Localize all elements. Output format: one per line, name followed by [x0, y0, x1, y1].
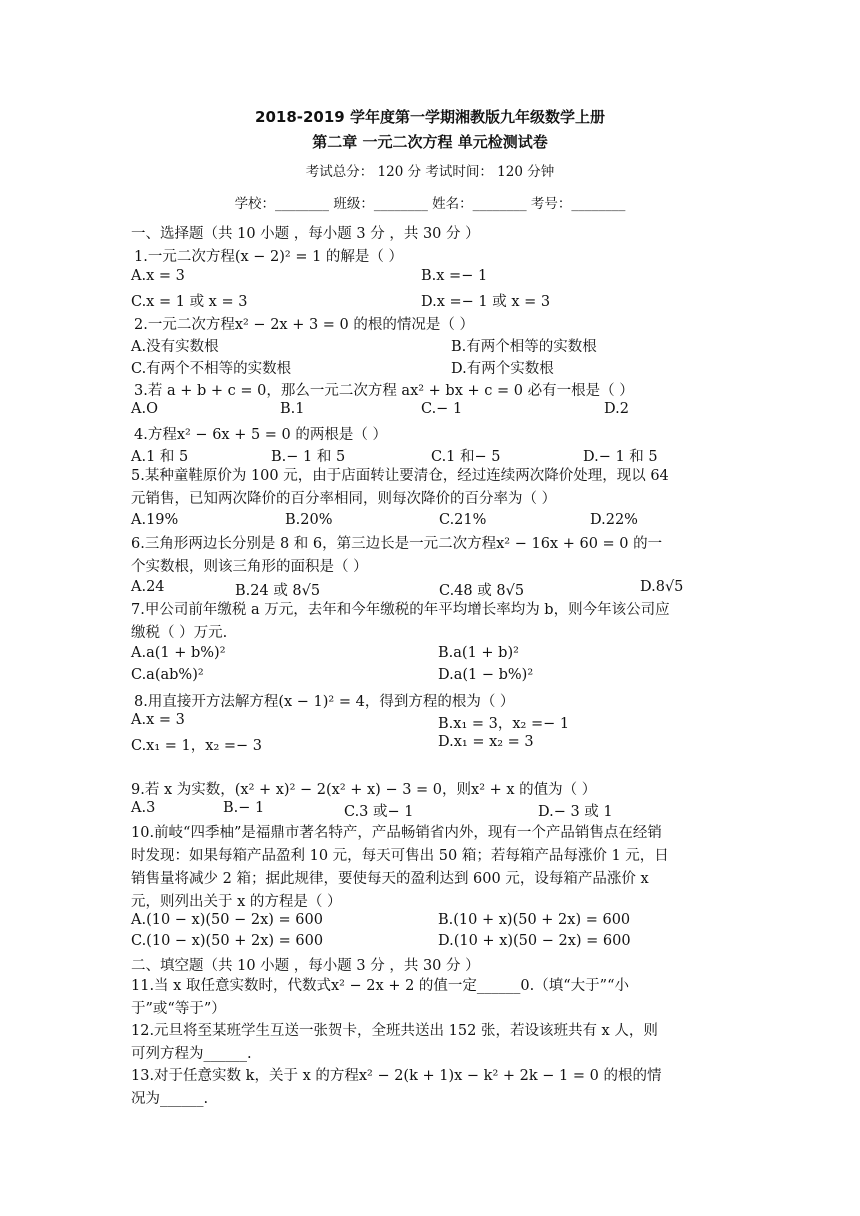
q4-option-d: D.− 1 和 5	[583, 449, 658, 465]
q6-option-c: C.48 或 8√5	[439, 583, 525, 599]
q7-option-d: D.a(1 − b%)²	[438, 667, 534, 683]
q7-option-b: B.a(1 + b)²	[438, 645, 519, 661]
q2-option-c: C.有两个不相等的实数根	[131, 361, 292, 377]
q10-option-a: A.(10 − x)(50 − 2x) = 600	[131, 912, 323, 928]
question-9: 9.若 x 为实数，(x² + x)² − 2(x² + x) − 3 = 0，则x² + x 的值为（ ）	[131, 782, 597, 798]
q1-option-b: B.x =− 1	[421, 268, 488, 284]
question-8: 8.用直接开方法解方程(x − 1)² = 4，得到方程的根为（ ）	[134, 694, 515, 710]
q9-option-b: B.− 1	[223, 800, 265, 816]
q4-option-b: B.− 1 和 5	[271, 449, 346, 465]
q6-option-d: D.8√5	[640, 579, 684, 595]
q1-option-a: A.x = 3	[131, 268, 185, 284]
q10-option-c: C.(10 − x)(50 + 2x) = 600	[131, 933, 324, 949]
question-3: 3.若 a + b + c = 0，那么一元二次方程 ax² + bx + c = 0 必有一根是（ ）	[134, 383, 634, 399]
q10-option-b: B.(10 + x)(50 + 2x) = 600	[438, 912, 631, 928]
q8-option-d: D.x₁ = x₂ = 3	[438, 734, 534, 750]
q5-option-b: B.20%	[285, 512, 333, 528]
q8-option-a: A.x = 3	[131, 712, 185, 728]
question-6: 6.三角形两边长分别是 8 和 6，第三边长是一元二次方程x² − 16x + 60 = 0 的一个实数根，则该三角形的面积是（ ）	[131, 536, 663, 575]
q1-option-c: C.x = 1 或 x = 3	[131, 294, 248, 310]
section-fill-heading: 二、填空题（共 10 小题 ，每小题 3 分 ，共 30 分 ）	[131, 958, 480, 974]
q8-option-b: B.x₁ = 3，x₂ =− 1	[438, 716, 570, 732]
question-7: 7.甲公司前年缴税 a 万元，去年和今年缴税的年平均增长率均为 b，则今年该公司应缴税（ ）万元.	[131, 602, 670, 641]
question-10: 10.前岐“四季柚”是福鼎市著名特产，产品畅销省内外，现有一个产品销售点在经销时发现：如果每箱产品盈利 10 元，每天可售出 50 箱；若每箱产品每涨价 1 元，日销售量将减少 2 箱；据此规律，要使每天的盈利达到 600 元，设每箱产品涨价 x 元，则列出关于 x 的方程是（ ）	[131, 825, 669, 910]
question-2: 2.一元二次方程x² − 2x + 3 = 0 的根的情况是（ ）	[134, 317, 474, 333]
q9-option-d: D.− 3 或 1	[538, 804, 613, 820]
question-11: 11.当 x 取任意实数时，代数式x² − 2x + 2 的值一定______0.（填“大于”“小于”或“等于”）	[131, 978, 629, 1017]
q3-option-d: D.2	[604, 401, 629, 417]
exam-title-line2: 第二章 一元二次方程 单元检测试卷	[312, 133, 548, 151]
q10-option-d: D.(10 + x)(50 − 2x) = 600	[438, 933, 631, 949]
question-1: 1.一元二次方程(x − 2)² = 1 的解是（ ）	[134, 249, 404, 265]
question-12: 12.元旦将至某班学生互送一张贺卡，全班共送出 152 张，若设该班共有 x 人，则可列方程为______.	[131, 1023, 658, 1062]
q6-option-b: B.24 或 8√5	[235, 583, 321, 599]
q1-option-d: D.x =− 1 或 x = 3	[421, 294, 551, 310]
question-5: 5.某种童鞋原价为 100 元，由于店面转让要清仓，经过连续两次降价处理，现以 64 元销售，已知两次降价的百分率相同，则每次降价的百分率为（ ）	[131, 468, 669, 507]
q3-option-b: B.1	[280, 401, 305, 417]
q2-option-b: B.有两个相等的实数根	[451, 339, 597, 355]
exam-title-line1: 2018-2019 学年度第一学期湘教版九年级数学上册	[255, 108, 605, 126]
q5-option-a: A.19%	[131, 512, 179, 528]
question-13: 13.对于任意实数 k，关于 x 的方程x² − 2(k + 1)x − k² + 2k − 1 = 0 的根的情况为______.	[131, 1068, 662, 1107]
exam-info: 考试总分： 120 分 考试时间： 120 分钟	[305, 164, 555, 180]
q2-option-d: D.有两个实数根	[451, 361, 554, 377]
q9-option-a: A.3	[131, 800, 156, 816]
q3-option-c: C.− 1	[421, 401, 463, 417]
q5-option-c: C.21%	[439, 512, 487, 528]
q3-option-a: A.O	[131, 401, 158, 417]
q9-option-c: C.3 或− 1	[344, 804, 414, 820]
question-4: 4.方程x² − 6x + 5 = 0 的两根是（ ）	[134, 427, 387, 443]
section-choice-heading: 一、选择题（共 10 小题 ，每小题 3 分 ，共 30 分 ）	[131, 226, 480, 242]
student-fields: 学校：________ 班级：________ 姓名：________ 考号：________	[234, 196, 626, 212]
q5-option-d: D.22%	[590, 512, 638, 528]
q4-option-c: C.1 和− 5	[431, 449, 501, 465]
q8-option-c: C.x₁ = 1，x₂ =− 3	[131, 738, 263, 754]
q2-option-a: A.没有实数根	[131, 339, 219, 355]
q6-option-a: A.24	[131, 579, 165, 595]
q4-option-a: A.1 和 5	[131, 449, 189, 465]
q7-option-a: A.a(1 + b%)²	[131, 645, 226, 661]
q7-option-c: C.a(ab%)²	[131, 667, 204, 683]
